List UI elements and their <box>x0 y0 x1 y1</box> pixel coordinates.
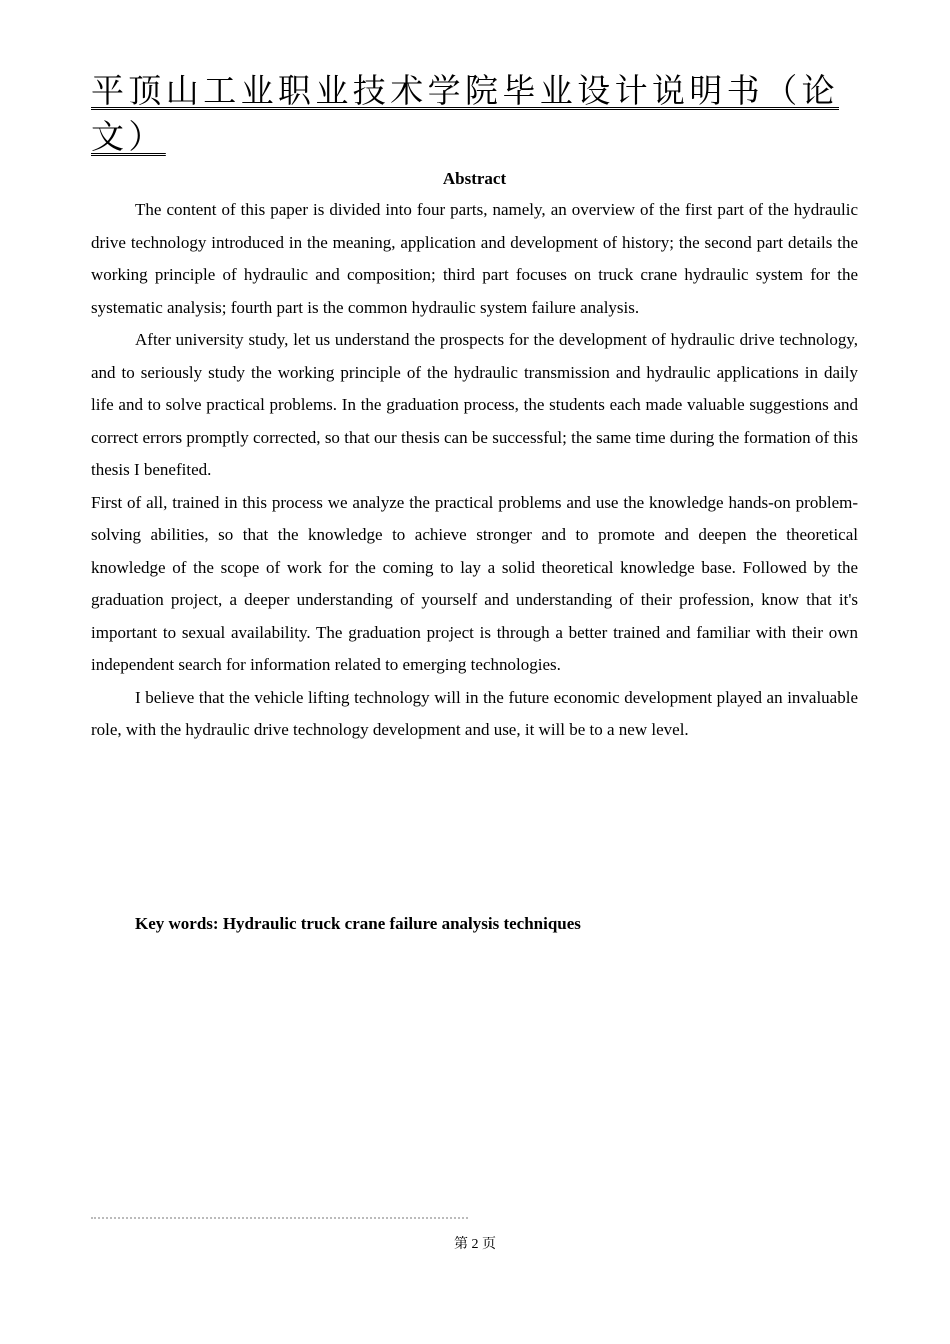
page-number: 第 2 页 <box>454 1237 496 1252</box>
keywords-line: Key words: Hydraulic truck crane failure analysis techniques <box>135 914 581 933</box>
abstract-body <box>91 194 858 747</box>
abstract-paragraph-3: First of all, trained in this process we analyze the practical problems and use the knowledge hands-on problem-solving abilities, so that the knowledge to achieve stronger and to promote and deepen the theoretical knowledge of the scope of work for the coming to lay a solid theoretical knowledge base. Followed by the graduation project, a deeper understanding of yourself and understanding of their profession, know that it's important to sexual availability. The graduation project is through a better trained and familiar with their own independent search for information related to emerging technologies. <box>91 492 858 674</box>
footer-divider <box>91 1217 468 1219</box>
page-header-title: 平顶山工业职业技术学院毕业设计说明书（论文） <box>91 71 839 156</box>
abstract-heading: Abstract <box>442 169 507 188</box>
abstract-paragraph-2: After university study, let us understand the prospects for the development of hydraulic drive technology, and to seriously study the working principle of the hydraulic transmission and hydraulic applications in daily life and to solve practical problems. In the graduation process, the students each made valuable suggestions and correct errors promptly corrected, so that our thesis can be successful; the same time during the formation of this thesis I benefited. <box>91 330 858 479</box>
abstract-paragraph-1: The content of this paper is divided into four parts, namely, an overview of the first part of the hydraulic drive technology introduced in the meaning, application and development of history; the second part details the working principle of hydraulic and composition; third part focuses on truck crane hydraulic system for the systematic analysis; fourth part is the common hydraulic system failure analysis. <box>91 200 858 317</box>
abstract-paragraph-4: I believe that the vehicle lifting technology will in the future economic development played an invaluable role, with the hydraulic drive technology development and use, it will be to a new level. <box>91 687 858 739</box>
